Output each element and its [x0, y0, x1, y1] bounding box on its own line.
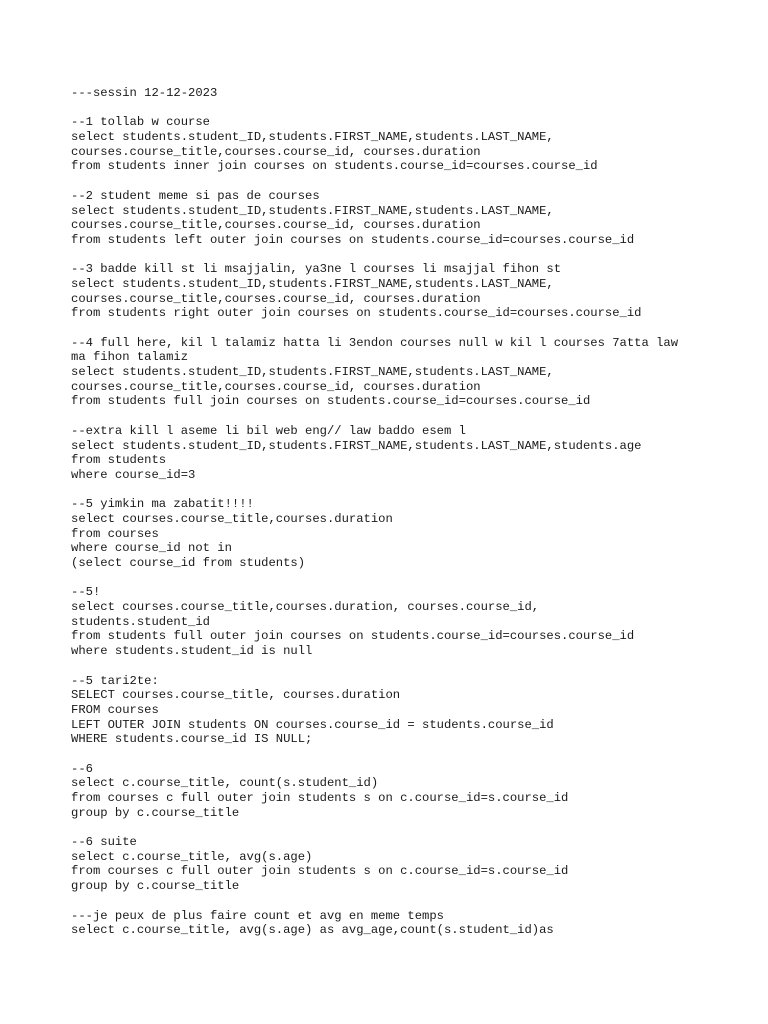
code-line: (select course_id from students)	[71, 556, 306, 570]
comment-line: ---je peux de plus faire count et avg en meme temps	[71, 908, 444, 923]
code-line: courses.course_title,courses.course_id, courses.duration	[71, 291, 481, 306]
code-line: from students right outer join courses on students.course_id=courses.course_id	[71, 306, 642, 321]
section-spacer	[71, 101, 751, 116]
note-section	[71, 585, 751, 658]
comment-line: --3 badde kill st li msajjalin, ya3ne l courses li msajjal fihon st	[71, 262, 562, 277]
comment-line: --5!	[71, 585, 101, 600]
note-section	[71, 835, 751, 894]
code-line: select students.student_ID,students.FIRST_NAME,students.LAST_NAME,students.age	[71, 438, 642, 453]
code-line: LEFT OUTER JOIN students ON courses.course_id = students.course_id	[71, 717, 554, 732]
section-spacer	[71, 248, 751, 263]
code-line: select students.student_ID,students.FIRST_NAME,students.LAST_NAME,	[71, 130, 554, 145]
comment-line: --5 tari2te:	[71, 673, 159, 688]
code-line: courses.course_title,courses.course_id, courses.duration	[71, 379, 481, 394]
code-line: ma fihon talamiz	[71, 350, 189, 365]
section-spacer	[71, 174, 751, 189]
code-line: select c.course_title, avg(s.age)	[71, 849, 313, 864]
note-section	[71, 262, 751, 321]
comment-line: ---sessin 12-12-2023	[71, 86, 218, 100]
comment-line: --extra kill l aseme li bil web eng// law baddo esem l	[71, 423, 466, 438]
code-line: select students.student_ID,students.FIRST_NAME,students.LAST_NAME,	[71, 203, 554, 218]
code-line: group by c.course_title	[71, 879, 240, 894]
comment-line: --4 full here, kil l talamiz hatta li 3endon courses null w kil l courses 7atta law	[71, 335, 679, 350]
code-line: students.student_id	[71, 614, 210, 629]
code-line: SELECT courses.course_title, courses.duration	[71, 688, 401, 703]
code-line: from courses	[71, 526, 159, 541]
code-line: select courses.course_title,courses.duration, courses.course_id,	[71, 600, 540, 615]
note-section	[71, 497, 751, 570]
code-line: where students.student_id is null	[71, 644, 313, 659]
section-spacer	[71, 483, 751, 498]
section-spacer	[71, 820, 751, 835]
section-spacer	[71, 409, 751, 424]
code-line: select c.course_title, avg(s.age) as avg_age,count(s.student_id)as	[71, 923, 554, 938]
code-line: from students full outer join courses on students.course_id=courses.course_id	[71, 629, 635, 644]
code-line: courses.course_title,courses.course_id, courses.duration	[71, 218, 481, 233]
note-section	[71, 909, 751, 938]
code-line: from courses c full outer join students s on c.course_id=s.course_id	[71, 791, 569, 805]
comment-line: --5 yimkin ma zabatit!!!!	[71, 497, 254, 512]
note-section	[71, 674, 751, 747]
code-line: where course_id=3	[71, 467, 196, 482]
code-line: from students	[71, 453, 167, 468]
code-line: select courses.course_title,courses.duration	[71, 511, 393, 526]
code-line: from students left outer join courses on students.course_id=courses.course_id	[71, 232, 635, 247]
comment-line: --1 tollab w course	[71, 115, 210, 130]
note-section	[71, 115, 751, 174]
code-line: select students.student_ID,students.FIRST_NAME,students.LAST_NAME,	[71, 276, 554, 291]
note-section	[71, 336, 751, 409]
section-spacer	[71, 321, 751, 336]
code-line: group by c.course_title	[71, 805, 240, 820]
code-line: select c.course_title, count(s.student_id)	[71, 776, 379, 791]
code-line: FROM courses	[71, 702, 159, 717]
code-line: courses.course_title,courses.course_id, courses.duration	[71, 144, 481, 159]
section-spacer	[71, 659, 751, 674]
code-line: WHERE students.course_id IS NULL;	[71, 732, 313, 747]
comment-line: --2 student meme si pas de courses	[71, 188, 320, 203]
section-spacer	[71, 747, 751, 762]
code-line: from courses c full outer join students s on c.course_id=s.course_id	[71, 864, 569, 879]
section-spacer	[71, 571, 751, 586]
note-section	[71, 189, 751, 248]
note-section	[71, 762, 751, 821]
code-line: where course_id not in	[71, 541, 232, 556]
sql-notes-text	[71, 86, 751, 938]
section-spacer	[71, 894, 751, 909]
code-line: from students inner join courses on students.course_id=courses.course_id	[71, 159, 598, 174]
note-section	[71, 86, 751, 101]
note-section	[71, 424, 751, 483]
comment-line: --6 suite	[71, 835, 137, 850]
comment-line: --6	[71, 761, 93, 776]
code-line: from students full join courses on students.course_id=courses.course_id	[71, 394, 591, 409]
code-line: select students.student_ID,students.FIRST_NAME,students.LAST_NAME,	[71, 365, 554, 380]
